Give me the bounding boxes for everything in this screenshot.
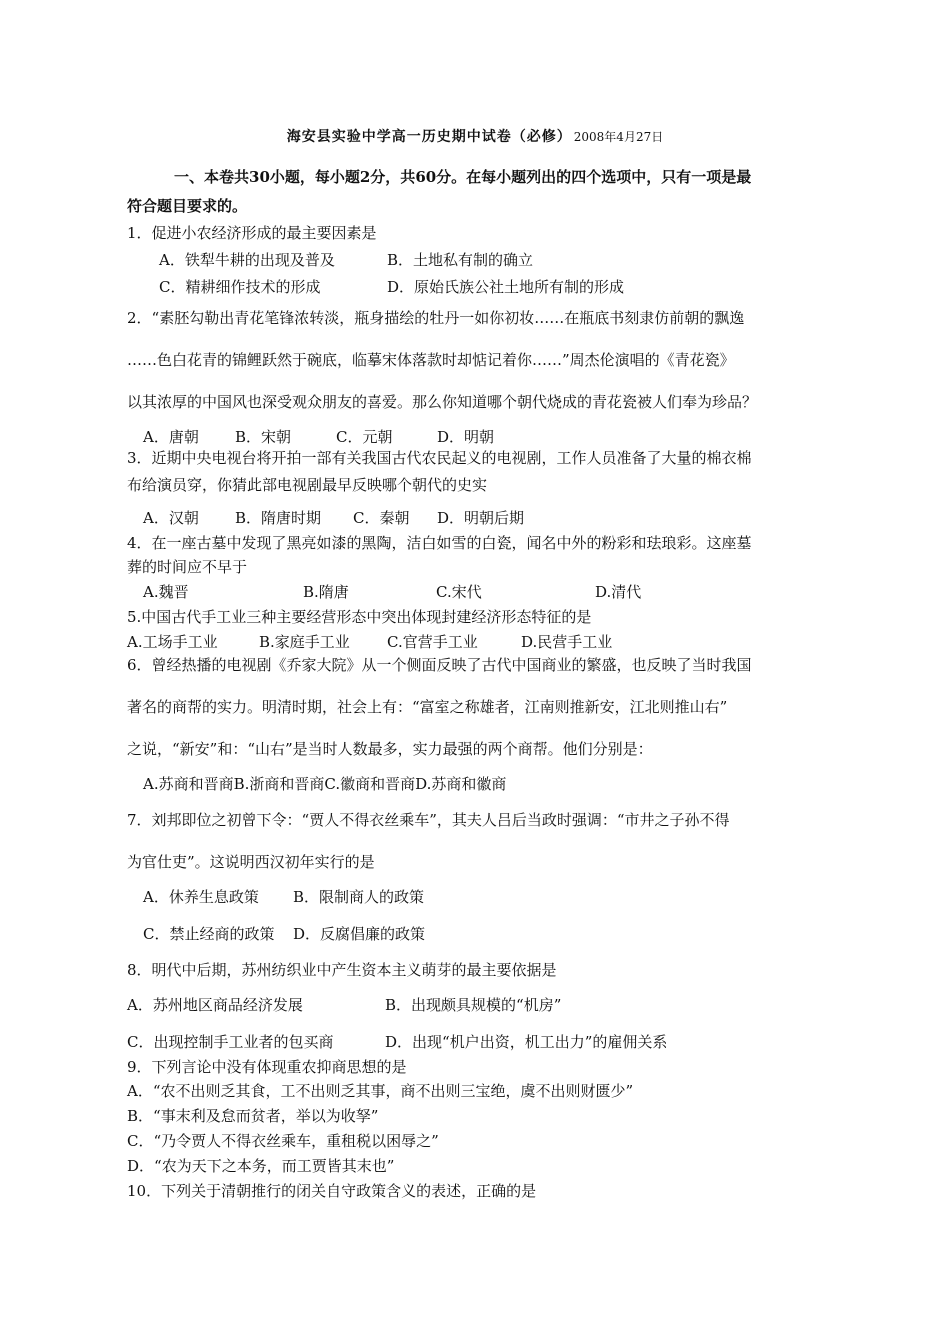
question-7-option-d: D．反腐倡廉的政策 <box>293 925 426 943</box>
question-9-option-d: D．“农为天下之本务，而工贾皆其末也” <box>127 1157 395 1175</box>
question-7-option-c: C．禁止经商的政策 <box>143 925 275 943</box>
question-3-option-a: A．汉朝 <box>143 509 199 527</box>
question-3-option-b: B．隋唐时期 <box>235 509 322 527</box>
question-6-option-a: A.苏商和晋商 <box>143 775 234 793</box>
question-6-options <box>143 774 506 794</box>
question-8-stem: 8．明代中后期，苏州纺织业中产生资本主义萌芽的最主要依据是 <box>127 961 557 979</box>
question-1-option-c: C．精耕细作技术的形成 <box>159 278 321 296</box>
question-9-option-a: A．“农不出则乏其食，工不出则乏其事，商不出则三宝绝，虞不出则财匮少” <box>127 1082 634 1100</box>
question-1-option-b: B．土地私有制的确立 <box>387 251 534 269</box>
question-8-option-b: B．出现颇具规模的“机房” <box>385 996 562 1014</box>
exam-date: 2008年4月27日 <box>573 130 664 144</box>
question-1-options-row-1 <box>159 250 533 270</box>
question-1-option-d: D．原始氏族公社土地所有制的形成 <box>387 278 625 296</box>
question-4-option-a: A.魏晋 <box>143 583 189 601</box>
question-8-option-a: A．苏州地区商品经济发展 <box>127 996 303 1014</box>
question-6-option-c: C.徽商和晋商 <box>324 775 416 793</box>
question-6-option-b: B.浙商和晋商 <box>233 775 325 793</box>
question-3-option-d: D．明朝后期 <box>437 509 525 527</box>
question-7-stem-cont: 为官仕吏”。这说明西汉初年实行的是 <box>127 853 375 871</box>
question-6-option-d: D.苏商和徽商 <box>415 775 507 793</box>
question-7-stem: 7．刘邦即位之初曾下令：“贾人不得衣丝乘车”，其夫人吕后当政时强调：“市井之子孙不得 <box>127 811 730 829</box>
question-5-option-a: A.工场手工业 <box>127 633 218 651</box>
question-5-options <box>127 632 612 652</box>
question-8-option-d: D．出现“机户出资，机工出力”的雇佣关系 <box>385 1033 668 1051</box>
question-6-stem: 6．曾经热播的电视剧《乔家大院》从一个侧面反映了古代中国商业的繁盛，也反映了当时我国 <box>127 656 752 674</box>
question-4-stem-cont: 葬的时间应不早于 <box>127 558 248 576</box>
question-9-stem: 9．下列言论中没有体现重农抑商思想的是 <box>127 1058 407 1076</box>
question-8-option-c: C．出现控制手工业者的包买商 <box>127 1033 334 1051</box>
question-7-option-b: B．限制商人的政策 <box>293 888 425 906</box>
question-7-options-row-1 <box>143 887 424 907</box>
question-7-option-a: A．休养生息政策 <box>143 888 259 906</box>
question-1-stem: 1．促进小农经济形成的最主要因素是 <box>127 224 377 242</box>
question-10-stem: 10．下列关于清朝推行的闭关自守政策含义的表述，正确的是 <box>127 1182 537 1200</box>
question-9-option-c: C．“乃令贾人不得衣丝乘车，重租税以困辱之” <box>127 1132 439 1150</box>
question-5-stem: 5.中国古代手工业三种主要经营形态中突出体现封建经济形态特征的是 <box>127 608 592 626</box>
question-4-stem: 4．在一座古墓中发现了黑亮如漆的黑陶，洁白如雪的白瓷，闻名中外的粉彩和珐琅彩。这座墓 <box>127 534 752 552</box>
question-4-options <box>143 582 641 602</box>
question-1-options-row-2 <box>159 277 624 297</box>
question-2-stem-cont: ……色白花青的锦鲤跃然于碗底，临摹宋体落款时却惦记着你……”周杰伦演唱的《青花瓷》 <box>127 351 735 369</box>
question-2-option-a: A．唐朝 <box>143 428 199 446</box>
question-5-option-c: C.官营手工业 <box>387 633 478 651</box>
question-2-option-c: C．元朝 <box>336 428 393 446</box>
question-1-option-a: A．铁犁牛耕的出现及普及 <box>159 251 335 269</box>
question-3-option-c: C．秦朝 <box>353 509 410 527</box>
question-4-option-c: C.宋代 <box>436 583 482 601</box>
question-2-option-d: D．明朝 <box>437 428 495 446</box>
question-9-option-b: B．“事末利及怠而贫者，举以为收孥” <box>127 1107 379 1125</box>
question-6-stem-cont: 之说，“新安”和：“山右”是当时人数最多，实力最强的两个商帮。他们分别是： <box>127 740 653 758</box>
question-7-options-row-2 <box>143 924 425 944</box>
question-8-options-row-1 <box>127 995 561 1015</box>
question-3-stem-cont: 布给演员穿，你猜此部电视剧最早反映哪个朝代的史实 <box>127 476 488 494</box>
section-instructions-cont: 符合题目要求的。 <box>127 197 248 215</box>
question-2-stem: 2．“素胚勾勒出青花笔锋浓转淡，瓶身描绘的牡丹一如你初妆……在瓶底书刻隶仿前朝的飘逸 <box>127 309 745 327</box>
question-5-option-b: B.家庭手工业 <box>259 633 350 651</box>
question-3-options <box>143 508 524 528</box>
question-2-stem-cont: 以其浓厚的中国风也深受观众朋友的喜爱。那么你知道哪个朝代烧成的青花瓷被人们奉为珍品？ <box>127 393 758 411</box>
exam-header <box>0 126 950 146</box>
question-5-option-d: D.民营手工业 <box>521 633 613 651</box>
section-instructions: 一、本卷共30小题，每小题2分，共60分。在每小题列出的四个选项中，只有一项是最 <box>174 168 752 186</box>
question-4-option-d: D.清代 <box>595 583 642 601</box>
question-2-option-b: B．宋朝 <box>235 428 292 446</box>
page-title: 海安县实验中学高一历史期中试卷（必修） <box>286 129 572 145</box>
question-2-options <box>143 427 494 447</box>
question-8-options-row-2 <box>127 1032 667 1052</box>
question-3-stem: 3．近期中央电视台将开拍一部有关我国古代农民起义的电视剧，工作人员准备了大量的棉衣棉 <box>127 449 752 467</box>
question-4-option-b: B.隋唐 <box>303 583 349 601</box>
question-6-stem-cont: 著名的商帮的实力。明清时期，社会上有：“富室之称雄者，江南则推新安，江北则推山右” <box>127 698 728 716</box>
